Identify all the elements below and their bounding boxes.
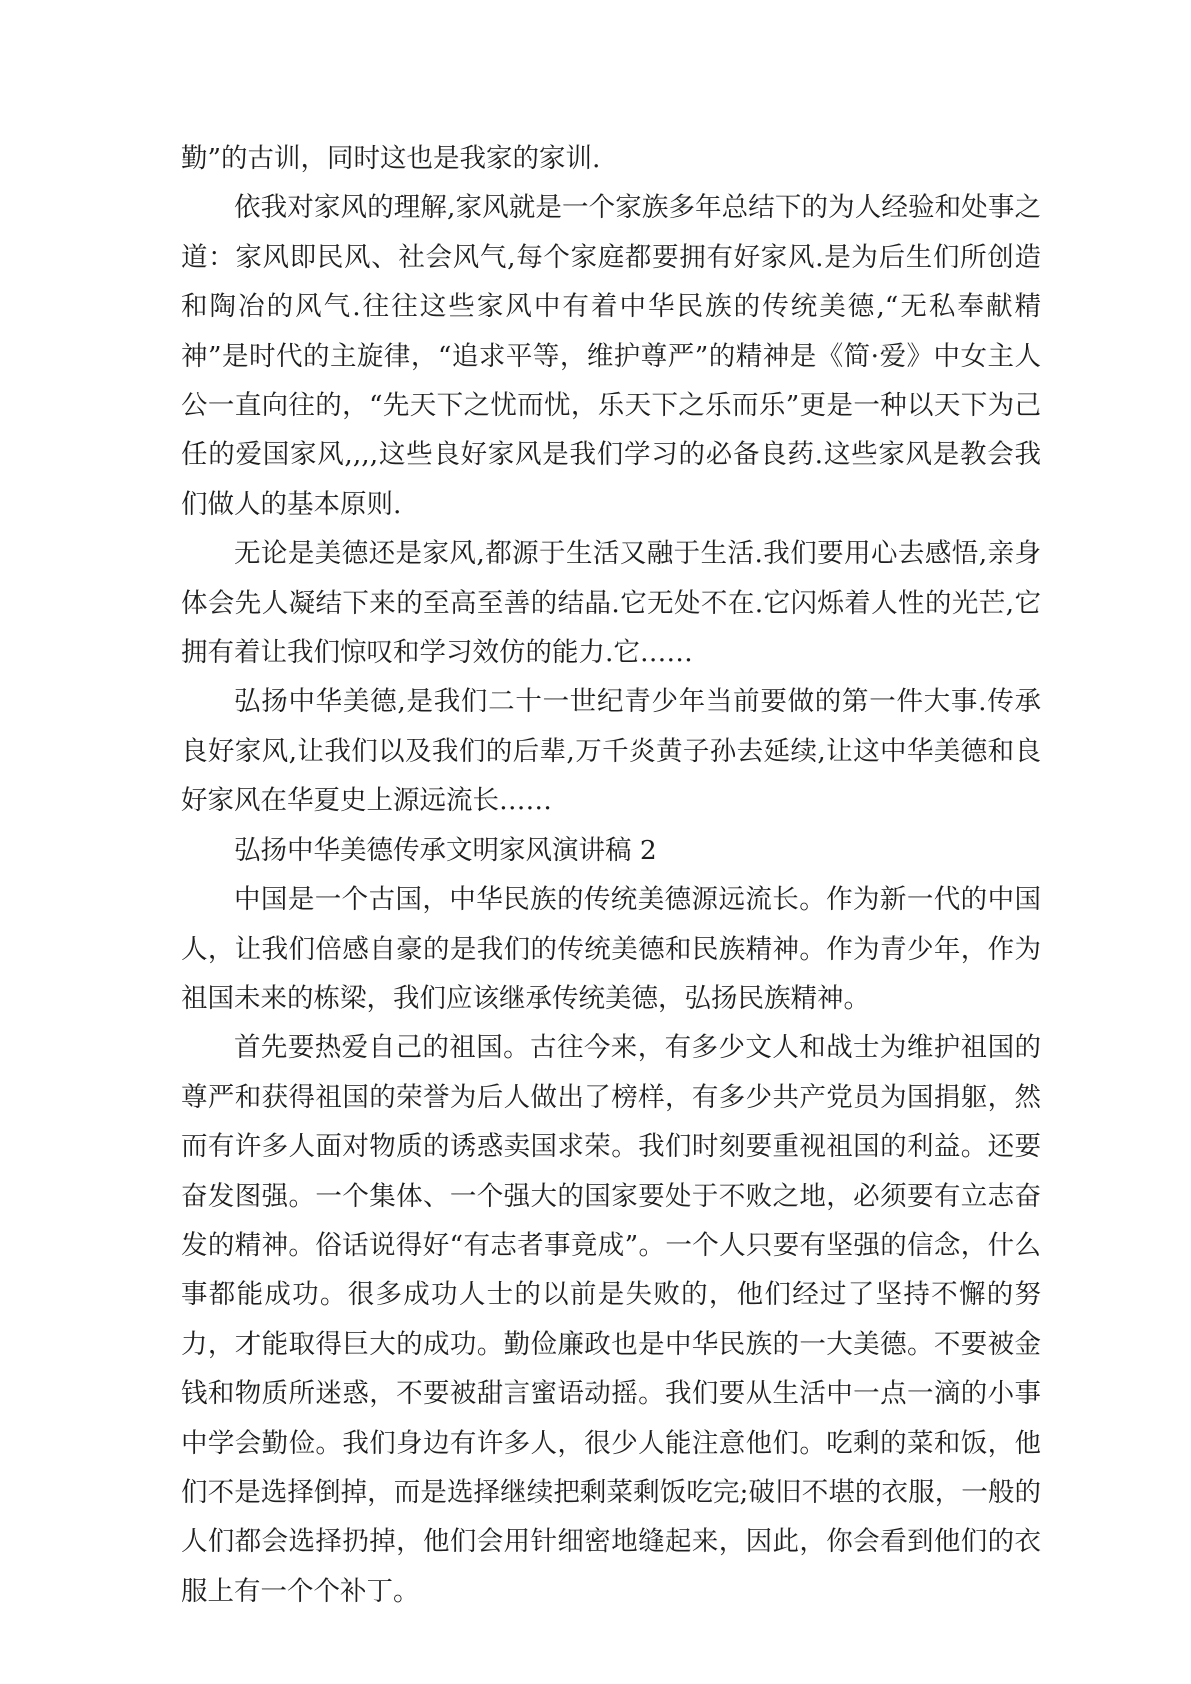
- paragraph-virtue-life: 无论是美德还是家风,都源于生活又融于生活.我们要用心去感悟,亲身体会先人凝结下来的至高至善的结晶.它无处不在.它闪烁着人性的光芒,它拥有着让我们惊叹和学习效仿的能力.它……: [181, 538, 1041, 669]
- paragraph-ancient-country: 中国是一个古国，中华民族的传统美德源远流长。作为新一代的中国人，让我们倍感自豪的是我们的传统美德和民族精神。作为青少年，作为祖国未来的栋梁，我们应该继承传统美德，弘扬民族精神。: [181, 884, 1041, 1014]
- paragraph-family-style: 依我对家风的理解,家风就是一个家族多年总结下的为人经验和处事之道：家风即民风、社会风气,每个家庭都要拥有好家风.是为后生们所创造和陶冶的风气.往往这些家风中有着中华民族的传统美德,“无私奉献精神”是时代的主旋律，“追求平等，维护尊严”的精神是《简·爱》中女主人公一直向往的，“先天下之忧而忧，乐天下之乐而乐”更是一种以天下为己任的爱国家风,,,,这些良好家风是我们学习的必备良药.这些家风是教会我们做人的基本原则.: [181, 192, 1041, 520]
- paragraph-carry-forward: 弘扬中华美德,是我们二十一世纪青少年当前要做的第一件大事.传承良好家风,让我们以及我们的后辈,万千炎黄子孙去延续,让这中华美德和良好家风在华夏史上源远流长……: [181, 686, 1041, 817]
- paragraph-love-country: 首先要热爱自己的祖国。古往今来，有多少文人和战士为维护祖国的尊严和获得祖国的荣誉为后人做出了榜样，有多少共产党员为国捐躯，然而有许多人面对物质的诱惑卖国求荣。我们时刻要重视祖国的利益。还要奋发图强。一个集体、一个强大的国家要处于不败之地，必须要有立志奋发的精神。俗话说得好“有志者事竟成”。一个人只要有坚强的信念，什么事都能成功。很多成功人士的以前是失败的，他们经过了坚持不懈的努力，才能取得巨大的成功。勤俭廉政也是中华民族的一大美德。不要被金钱和物质所迷惑，不要被甜言蜜语动摇。我们要从生活中一点一滴的小事中学会勤俭。我们身边有许多人，很少人能注意他们。吃剩的菜和饭，他们不是选择倒掉，而是选择继续把剩菜剩饭吃完;破旧不堪的衣服，一般的人们都会选择扔掉，他们会用针细密地缝起来，因此，你会看到他们的衣服上有一个个补丁。: [181, 1032, 1041, 1607]
- document-body: [181, 134, 1041, 1616]
- paragraph-continued: 勤”的古训，同时这也是我家的家训.: [181, 143, 601, 174]
- section-title: 弘扬中华美德传承文明家风演讲稿 2: [234, 834, 657, 866]
